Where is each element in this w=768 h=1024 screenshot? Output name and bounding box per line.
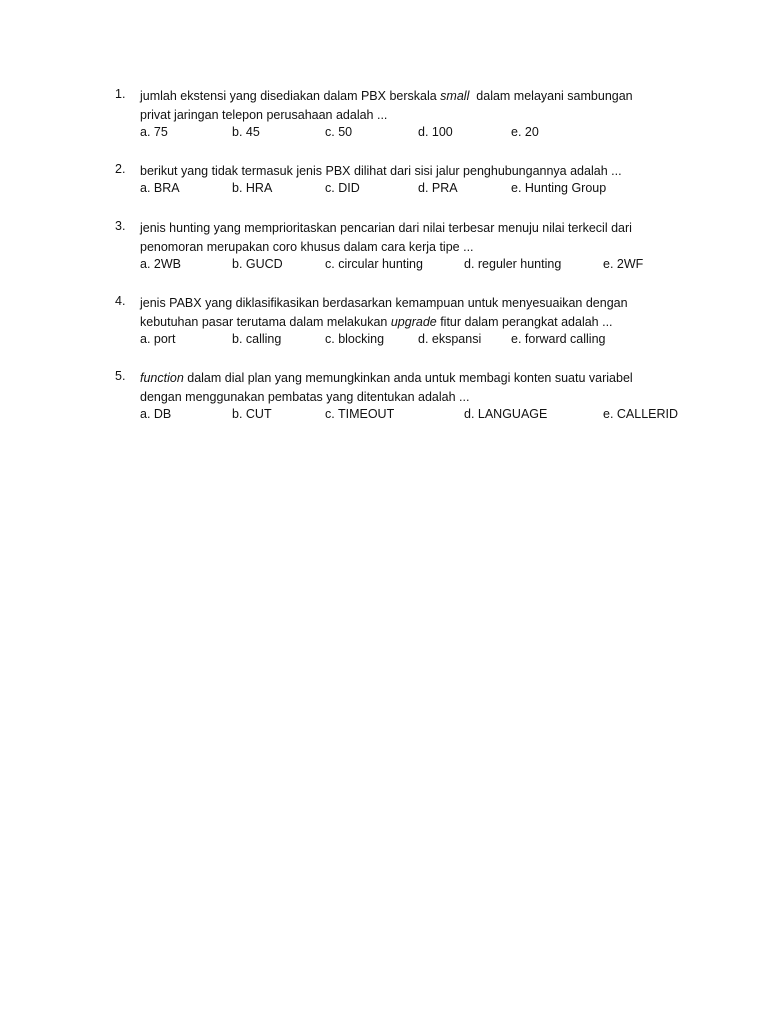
question-line: privat jaringan telepon perusahaan adalah ... (140, 108, 388, 122)
question-number: 1. (115, 87, 126, 101)
option-a: a. port (140, 332, 176, 346)
option-c: c. blocking (325, 332, 385, 346)
option-a: a. 2WB (140, 257, 181, 271)
option-c: c. 50 (325, 125, 353, 139)
option-c: c. TIMEOUT (325, 407, 395, 421)
option-d: d. LANGUAGE (464, 407, 548, 421)
option-d: d. PRA (418, 181, 458, 195)
answer-options (140, 407, 720, 426)
answer-options (140, 332, 720, 351)
italic-term: upgrade (390, 315, 437, 329)
question-line: jenis hunting yang memprioritaskan pencarian dari nilai terbesar menuju nilai terkecil dari (140, 221, 632, 235)
text-segment: dalam melayani sambungan (469, 89, 633, 103)
italic-term: small (440, 89, 470, 103)
question-number: 5. (115, 369, 126, 383)
text-segment: jumlah ekstensi yang disediakan dalam PBX berskala (140, 89, 441, 103)
question-line: jenis PABX yang diklasifikasikan berdasarkan kemampuan untuk menyesuaikan dengan (140, 296, 628, 310)
question-line: penomoran merupakan coro khusus dalam cara kerja tipe ... (140, 240, 474, 254)
option-b: b. GUCD (232, 257, 283, 271)
question-text (140, 162, 700, 181)
question-text (140, 369, 700, 407)
text-segment: kebutuhan pasar terutama dalam melakukan (140, 315, 391, 329)
question-line (140, 313, 700, 332)
option-e: e. 20 (511, 125, 539, 139)
option-a: a. 75 (140, 125, 168, 139)
question-text (140, 294, 700, 332)
option-a: a. BRA (140, 181, 180, 195)
option-c: c. circular hunting (325, 257, 423, 271)
question-number: 4. (115, 294, 126, 308)
option-e: e. 2WF (603, 257, 644, 271)
answer-options (140, 125, 720, 144)
text-segment: fitur dalam perangkat adalah ... (436, 315, 613, 329)
option-e: e. CALLERID (603, 407, 679, 421)
question-line (140, 87, 700, 106)
option-d: d. 100 (418, 125, 453, 139)
question-line: berikut yang tidak termasuk jenis PBX dilihat dari sisi jalur penghubungannya adalah ... (140, 164, 622, 178)
question-text (140, 219, 700, 257)
italic-term: function (140, 371, 184, 385)
question-line: dengan menggunakan pembatas yang ditentukan adalah ... (140, 390, 470, 404)
option-b: b. CUT (232, 407, 272, 421)
option-a: a. DB (140, 407, 172, 421)
option-d: d. ekspansi (418, 332, 482, 346)
question-number: 2. (115, 162, 126, 176)
text-segment: dalam dial plan yang memungkinkan anda untuk membagi konten suatu variabel (183, 371, 633, 385)
option-b: b. HRA (232, 181, 273, 195)
option-d: d. reguler hunting (464, 257, 562, 271)
question-text (140, 87, 700, 125)
option-b: b. calling (232, 332, 282, 346)
option-c: c. DID (325, 181, 360, 195)
answer-options (140, 257, 720, 276)
option-e: e. Hunting Group (511, 181, 607, 195)
option-b: b. 45 (232, 125, 260, 139)
answer-options (140, 181, 720, 200)
question-number: 3. (115, 219, 126, 233)
option-e: e. forward calling (511, 332, 606, 346)
question-line (140, 369, 700, 388)
